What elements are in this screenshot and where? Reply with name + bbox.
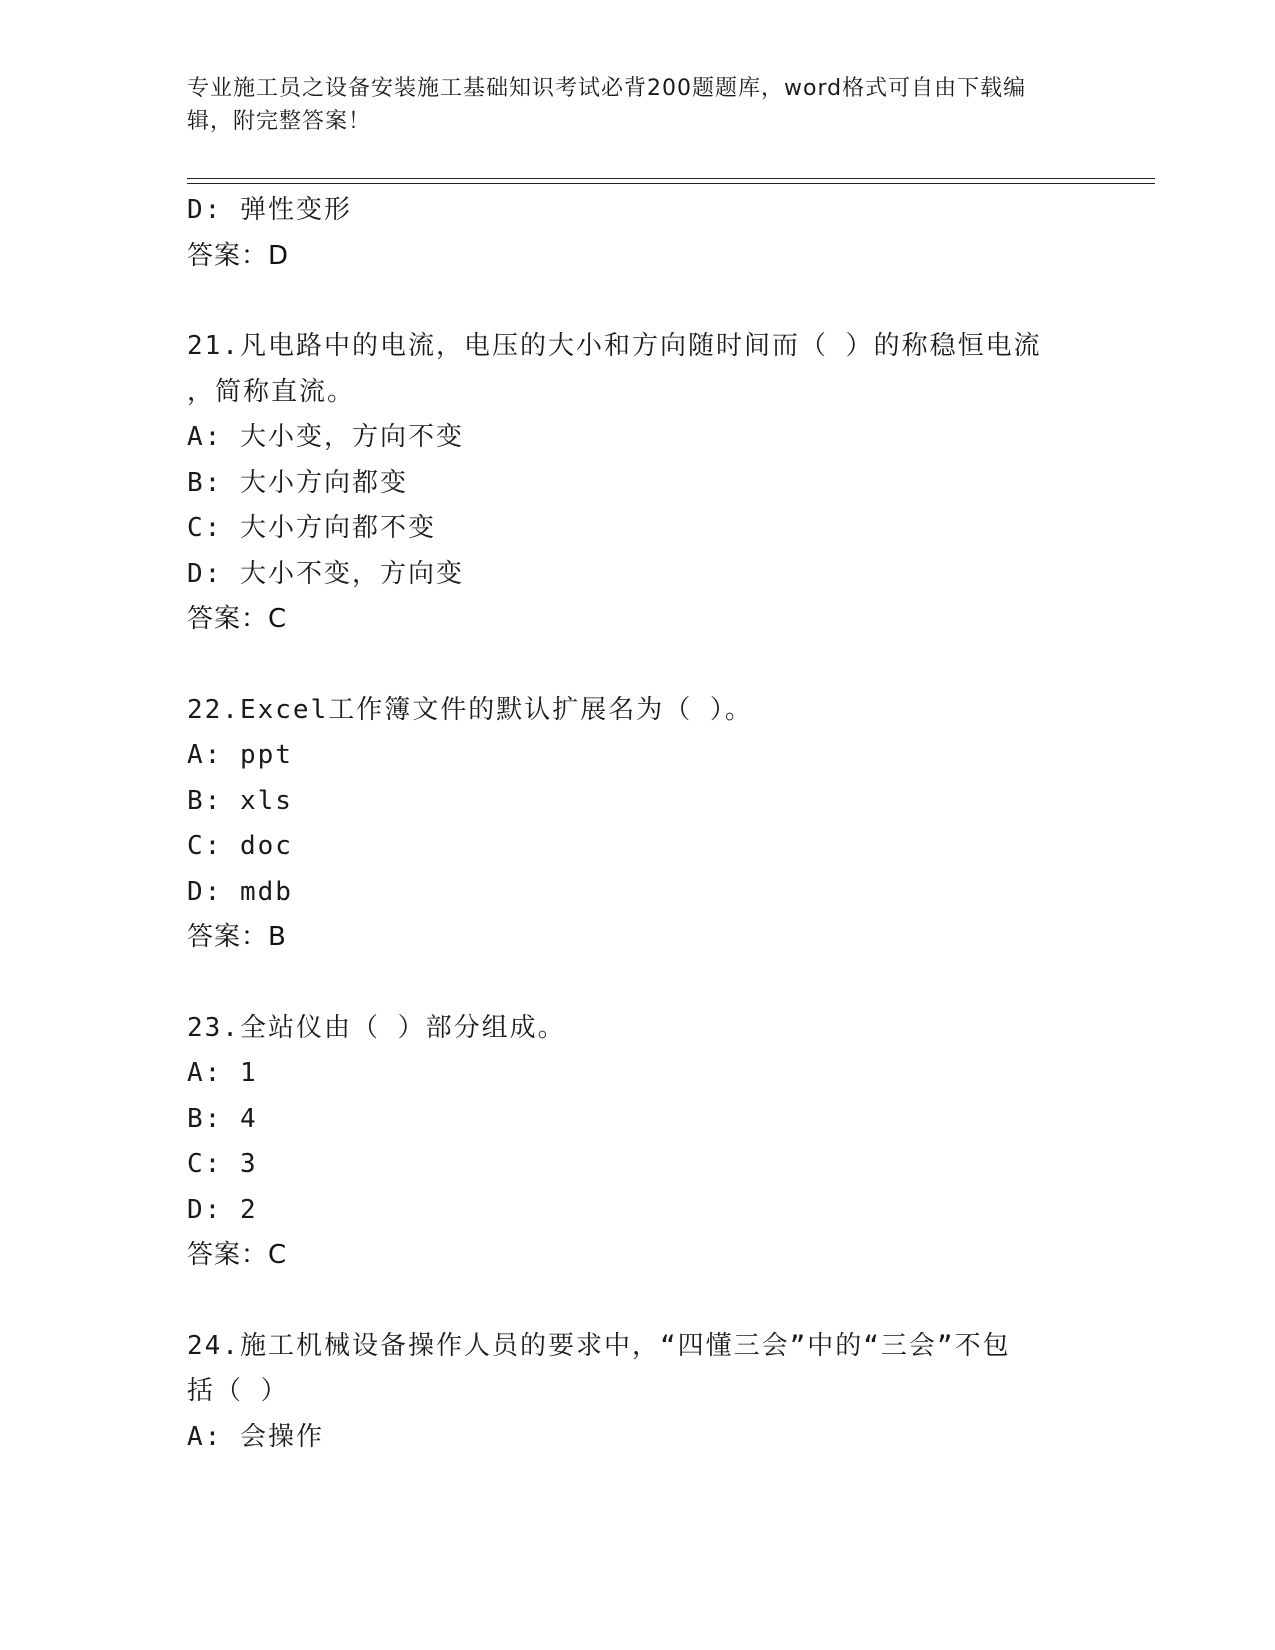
option-d: D: 2	[187, 1194, 258, 1225]
option-a: A: 会操作	[187, 1421, 324, 1452]
spacer	[187, 279, 1087, 324]
spacer	[187, 643, 1087, 688]
question-content	[187, 188, 1087, 1460]
option-d: D: 大小不变，方向变	[187, 558, 464, 589]
question-22	[187, 688, 1087, 961]
question-23	[187, 1006, 1087, 1279]
option-b: B: xls	[187, 785, 293, 816]
option-a: A: 大小变，方向不变	[187, 422, 464, 452]
header-divider-top	[187, 178, 1155, 179]
option-c: C: doc	[187, 831, 293, 861]
option-a: A: ppt	[187, 740, 293, 770]
option-b: B: 大小方向都变	[187, 467, 408, 498]
question-stem-cont: 括（ ）	[187, 1376, 289, 1406]
prev-option-d: D: 弹性变形	[187, 195, 352, 225]
answer: 答案：C	[187, 1240, 288, 1270]
question-24	[187, 1324, 1087, 1461]
document-header: 专业施工员之设备安装施工基础知识考试必背200题题库，word格式可自由下载编辑，附完整答案！	[187, 76, 1027, 134]
answer: 答案：B	[187, 922, 287, 952]
header-divider-bottom	[187, 183, 1155, 184]
option-c: C: 3	[187, 1149, 258, 1179]
option-d: D: mdb	[187, 876, 293, 907]
spacer	[187, 961, 1087, 1006]
spacer	[187, 1279, 1087, 1324]
question-stem: 24.施工机械设备操作人员的要求中，“四懂三会”中的“三会”不包	[187, 1330, 1011, 1361]
question-stem-cont: ，简称直流。	[187, 376, 356, 407]
answer: 答案：C	[187, 604, 288, 634]
question-stem: 23.全站仪由（ ）部分组成。	[187, 1012, 566, 1043]
prev-answer: 答案：D	[187, 240, 290, 271]
question-stem: 21.凡电路中的电流，电压的大小和方向随时间而（ ）的称稳恒电流	[187, 331, 1042, 361]
option-a: A: 1	[187, 1058, 258, 1088]
question-21	[187, 324, 1087, 643]
option-c: C: 大小方向都不变	[187, 513, 436, 543]
option-b: B: 4	[187, 1103, 258, 1134]
question-stem: 22.Excel工作簿文件的默认扩展名为（ ）。	[187, 694, 753, 725]
